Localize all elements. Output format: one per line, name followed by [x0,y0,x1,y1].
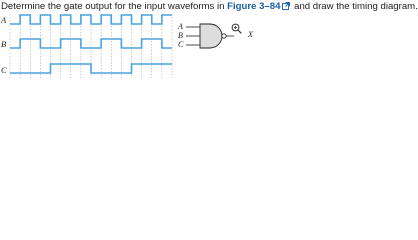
gate-input-label-c: C [178,40,184,49]
question-prefix: Determine the gate output for the input waveforms in [1,1,228,12]
svg-text:X: X [248,30,253,39]
figure-link[interactable]: Figure 3–84 [227,1,281,12]
gate-input-label-b: B [178,31,183,40]
external-link-icon[interactable] [282,2,290,10]
question-suffix: and draw the timing diagram. [291,1,418,12]
question-text [1,0,418,13]
waveform-label-a: A [1,15,7,25]
and-gate-body [200,24,222,48]
timing-diagram [0,14,175,80]
inversion-bubble [222,34,226,38]
gate-symbol [178,20,234,58]
waveform-c [10,64,172,73]
gate-input-label-a: A [178,22,183,31]
waveform-label-b: B [1,39,7,49]
waveform-a [10,15,172,24]
waveform-label-c: C [1,65,7,75]
waveform-b [10,39,172,48]
gate-output-label [248,27,260,39]
zoom-in-icon[interactable] [231,23,242,34]
